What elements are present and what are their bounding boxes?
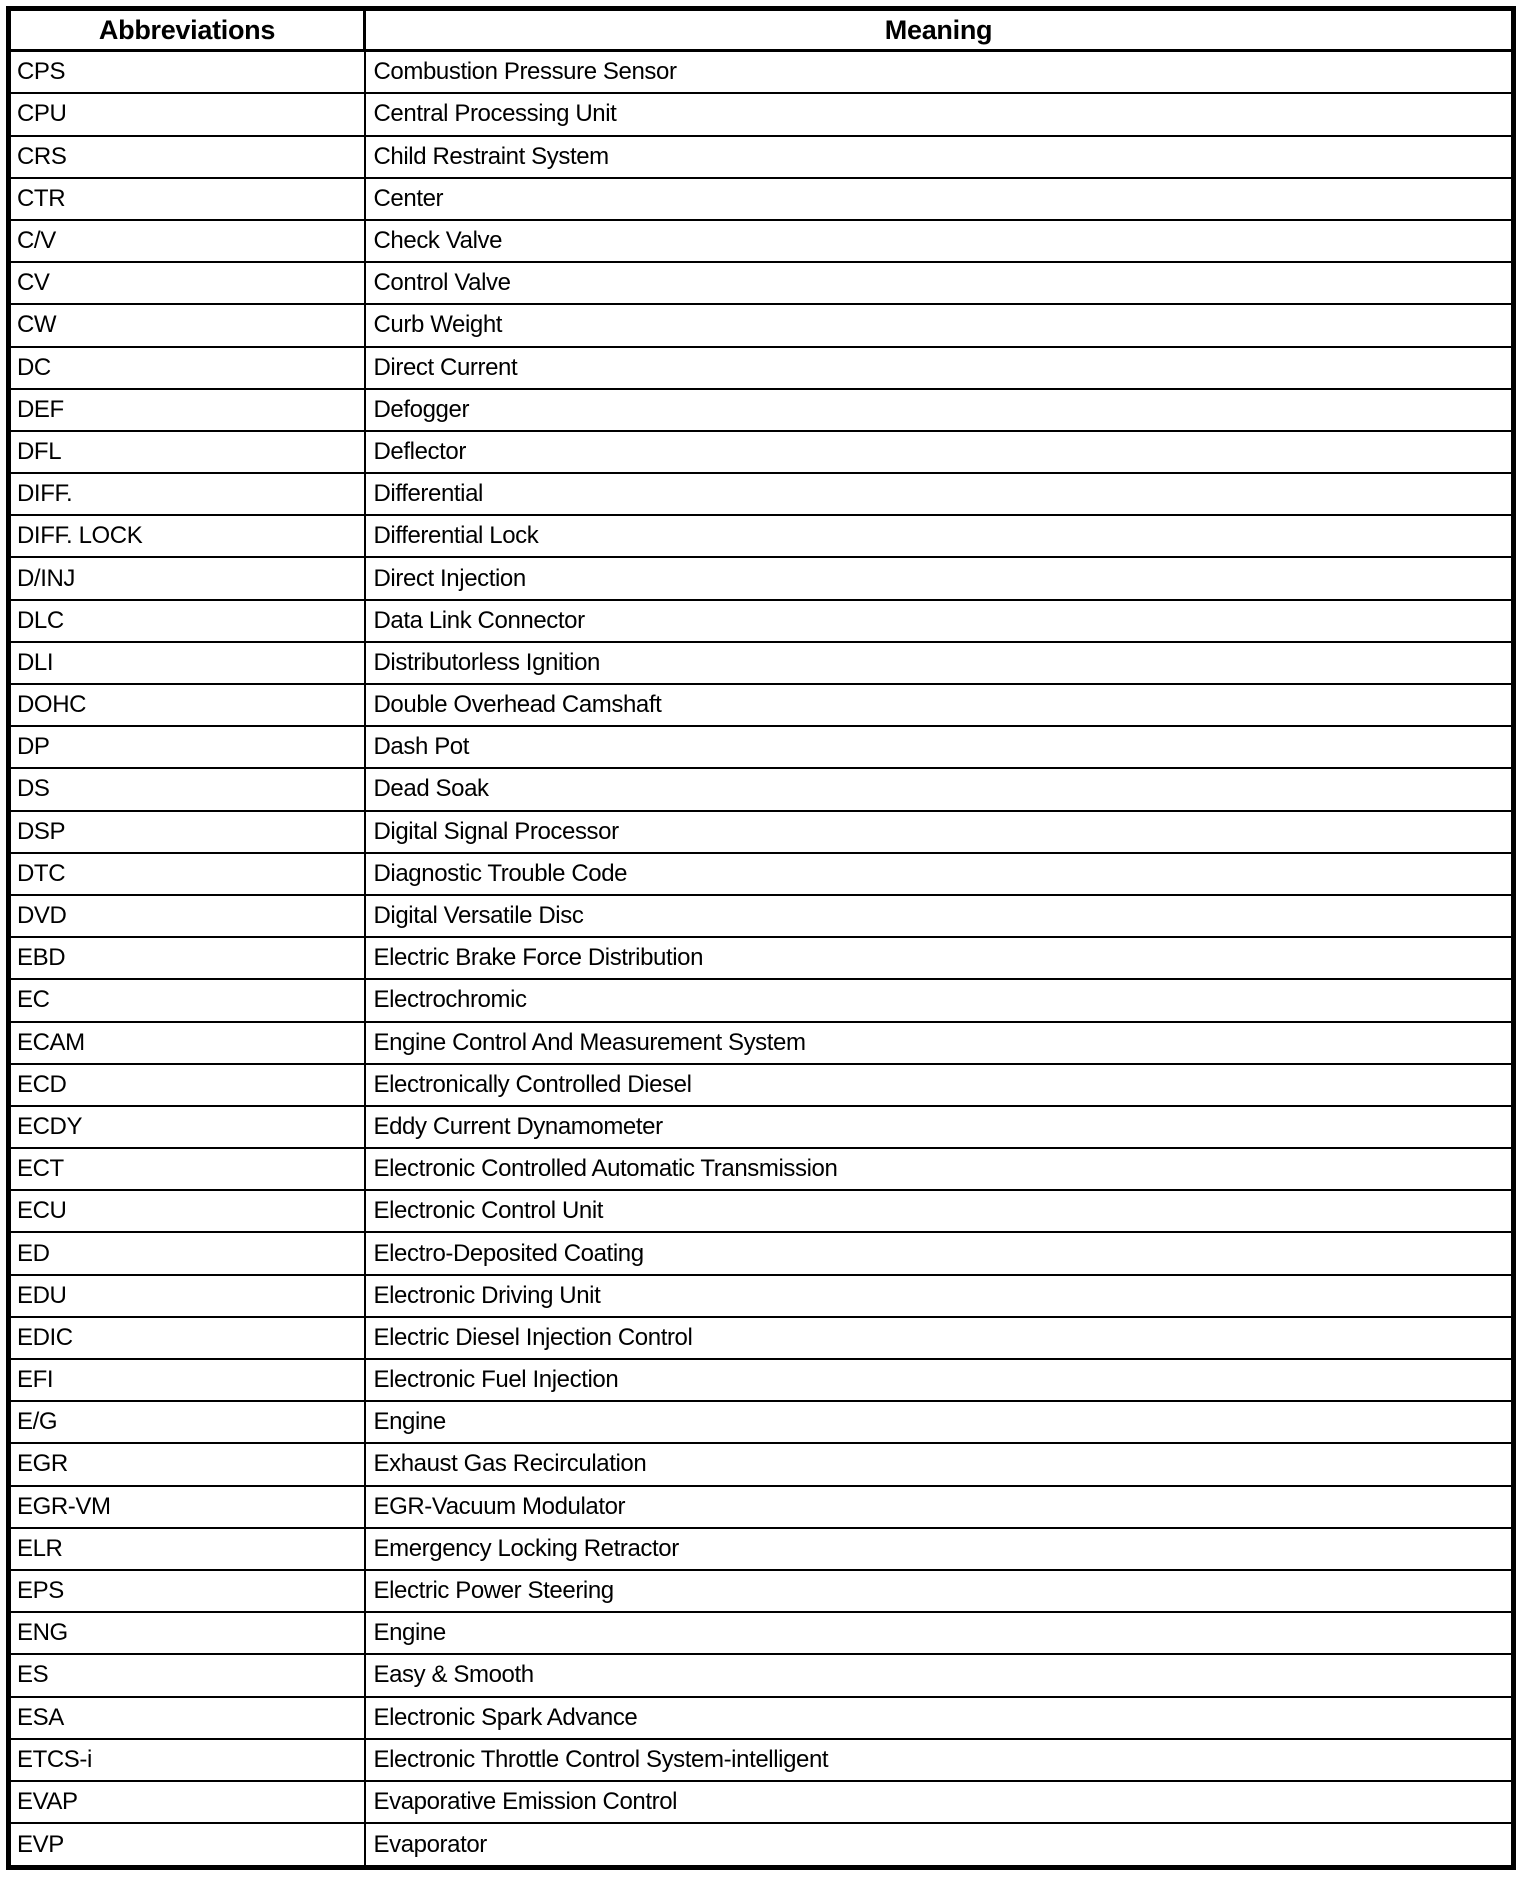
abbreviation-cell: EFI — [9, 1359, 365, 1401]
table-row — [9, 347, 1514, 389]
meaning-cell: Electric Brake Force Distribution — [365, 937, 1514, 979]
table-row — [9, 1317, 1514, 1359]
meaning-cell: Child Restraint System — [365, 136, 1514, 178]
abbreviation-cell: DIFF. — [9, 473, 365, 515]
table-row — [9, 600, 1514, 642]
abbreviation-cell: D/INJ — [9, 557, 365, 599]
abbreviation-cell: ETCS-i — [9, 1739, 365, 1781]
meaning-cell: Combustion Pressure Sensor — [365, 51, 1514, 94]
abbreviation-cell: DFL — [9, 431, 365, 473]
meaning-cell: Evaporator — [365, 1823, 1514, 1867]
table-row — [9, 895, 1514, 937]
meaning-cell: Digital Versatile Disc — [365, 895, 1514, 937]
table-row — [9, 304, 1514, 346]
table-row — [9, 93, 1514, 135]
abbreviation-cell: ECAM — [9, 1022, 365, 1064]
meaning-cell: Curb Weight — [365, 304, 1514, 346]
table-row — [9, 1190, 1514, 1232]
meaning-cell: Dead Soak — [365, 768, 1514, 810]
meaning-cell: Easy & Smooth — [365, 1654, 1514, 1696]
abbreviation-cell: EBD — [9, 937, 365, 979]
meaning-cell: Control Valve — [365, 262, 1514, 304]
table-row — [9, 1654, 1514, 1696]
abbreviation-cell: DLI — [9, 642, 365, 684]
abbreviation-cell: EVAP — [9, 1781, 365, 1823]
table-row — [9, 811, 1514, 853]
meaning-cell: Electrochromic — [365, 979, 1514, 1021]
meaning-cell: Direct Injection — [365, 557, 1514, 599]
table-row — [9, 1022, 1514, 1064]
meaning-cell: Diagnostic Trouble Code — [365, 853, 1514, 895]
abbreviation-cell: DEF — [9, 389, 365, 431]
abbreviation-cell: DC — [9, 347, 365, 389]
abbreviation-cell: ECD — [9, 1064, 365, 1106]
meaning-cell: Electric Power Steering — [365, 1570, 1514, 1612]
header-row — [9, 9, 1514, 51]
meaning-cell: Defogger — [365, 389, 1514, 431]
meaning-cell: Digital Signal Processor — [365, 811, 1514, 853]
table-row — [9, 1570, 1514, 1612]
table-row — [9, 1359, 1514, 1401]
table-body — [9, 51, 1514, 1868]
table-row — [9, 515, 1514, 557]
meaning-cell: Distributorless Ignition — [365, 642, 1514, 684]
table-row — [9, 1401, 1514, 1443]
table-row — [9, 220, 1514, 262]
abbreviation-cell: E/G — [9, 1401, 365, 1443]
meaning-cell: Differential — [365, 473, 1514, 515]
table-row — [9, 1106, 1514, 1148]
abbreviation-cell: C/V — [9, 220, 365, 262]
meaning-cell: Electric Diesel Injection Control — [365, 1317, 1514, 1359]
abbreviation-cell: DOHC — [9, 684, 365, 726]
table-row — [9, 1781, 1514, 1823]
abbreviation-cell: EDIC — [9, 1317, 365, 1359]
abbreviation-cell: ES — [9, 1654, 365, 1696]
abbreviation-cell: CRS — [9, 136, 365, 178]
meaning-cell: Engine — [365, 1612, 1514, 1654]
meaning-cell: Electronic Controlled Automatic Transmission — [365, 1148, 1514, 1190]
table-row — [9, 1823, 1514, 1867]
abbreviation-cell: DTC — [9, 853, 365, 895]
meaning-cell: Engine Control And Measurement System — [365, 1022, 1514, 1064]
meaning-cell: Direct Current — [365, 347, 1514, 389]
meaning-cell: Double Overhead Camshaft — [365, 684, 1514, 726]
abbreviation-cell: EDU — [9, 1275, 365, 1317]
table-row — [9, 1739, 1514, 1781]
abbreviation-cell: CV — [9, 262, 365, 304]
abbreviation-cell: EC — [9, 979, 365, 1021]
abbreviation-cell: ENG — [9, 1612, 365, 1654]
table-row — [9, 473, 1514, 515]
meaning-cell: Differential Lock — [365, 515, 1514, 557]
table-row — [9, 389, 1514, 431]
meaning-cell: Electronic Fuel Injection — [365, 1359, 1514, 1401]
abbreviation-cell: EVP — [9, 1823, 365, 1867]
table-row — [9, 1612, 1514, 1654]
table-row — [9, 1486, 1514, 1528]
table-row — [9, 1443, 1514, 1485]
meaning-cell: Electronic Control Unit — [365, 1190, 1514, 1232]
meaning-cell: Evaporative Emission Control — [365, 1781, 1514, 1823]
table-row — [9, 1064, 1514, 1106]
abbreviation-cell: EPS — [9, 1570, 365, 1612]
abbreviation-cell: ECT — [9, 1148, 365, 1190]
table-row — [9, 1528, 1514, 1570]
meaning-cell: Check Valve — [365, 220, 1514, 262]
abbreviation-cell: ECU — [9, 1190, 365, 1232]
abbreviation-cell: EGR — [9, 1443, 365, 1485]
table-row — [9, 136, 1514, 178]
table-row — [9, 557, 1514, 599]
table-row — [9, 51, 1514, 94]
table-row — [9, 1275, 1514, 1317]
abbreviation-cell: ESA — [9, 1697, 365, 1739]
abbreviation-cell: CPU — [9, 93, 365, 135]
meaning-cell: Electronic Driving Unit — [365, 1275, 1514, 1317]
table-row — [9, 937, 1514, 979]
meaning-cell: Emergency Locking Retractor — [365, 1528, 1514, 1570]
meaning-cell: Deflector — [365, 431, 1514, 473]
table-row — [9, 853, 1514, 895]
table-row — [9, 1697, 1514, 1739]
abbreviation-cell: CW — [9, 304, 365, 346]
meaning-cell: Exhaust Gas Recirculation — [365, 1443, 1514, 1485]
meaning-cell: Data Link Connector — [365, 600, 1514, 642]
abbreviation-cell: ECDY — [9, 1106, 365, 1148]
table-row — [9, 642, 1514, 684]
abbreviation-cell: CTR — [9, 178, 365, 220]
table-row — [9, 1232, 1514, 1274]
meaning-cell: Electro-Deposited Coating — [365, 1232, 1514, 1274]
abbreviation-cell: DSP — [9, 811, 365, 853]
meaning-cell: Engine — [365, 1401, 1514, 1443]
abbreviation-cell: CPS — [9, 51, 365, 94]
meaning-cell: Electronically Controlled Diesel — [365, 1064, 1514, 1106]
abbreviations-table — [6, 6, 1516, 1870]
meaning-cell: Center — [365, 178, 1514, 220]
meaning-cell: EGR-Vacuum Modulator — [365, 1486, 1514, 1528]
meaning-cell: Central Processing Unit — [365, 93, 1514, 135]
abbreviation-cell: DIFF. LOCK — [9, 515, 365, 557]
meaning-cell: Dash Pot — [365, 726, 1514, 768]
table-row — [9, 979, 1514, 1021]
meaning-cell: Eddy Current Dynamometer — [365, 1106, 1514, 1148]
abbreviation-cell: DS — [9, 768, 365, 810]
table-row — [9, 262, 1514, 304]
abbreviation-cell: EGR-VM — [9, 1486, 365, 1528]
abbreviation-cell: DLC — [9, 600, 365, 642]
abbreviation-cell: ELR — [9, 1528, 365, 1570]
table-row — [9, 1148, 1514, 1190]
abbreviation-cell: DP — [9, 726, 365, 768]
table-row — [9, 726, 1514, 768]
column-header-meaning: Meaning — [365, 9, 1514, 51]
abbreviation-cell: DVD — [9, 895, 365, 937]
table-row — [9, 768, 1514, 810]
table-row — [9, 431, 1514, 473]
meaning-cell: Electronic Spark Advance — [365, 1697, 1514, 1739]
table-row — [9, 684, 1514, 726]
column-header-abbreviations: Abbreviations — [9, 9, 365, 51]
meaning-cell: Electronic Throttle Control System-intelligent — [365, 1739, 1514, 1781]
abbreviation-cell: ED — [9, 1232, 365, 1274]
table-row — [9, 178, 1514, 220]
